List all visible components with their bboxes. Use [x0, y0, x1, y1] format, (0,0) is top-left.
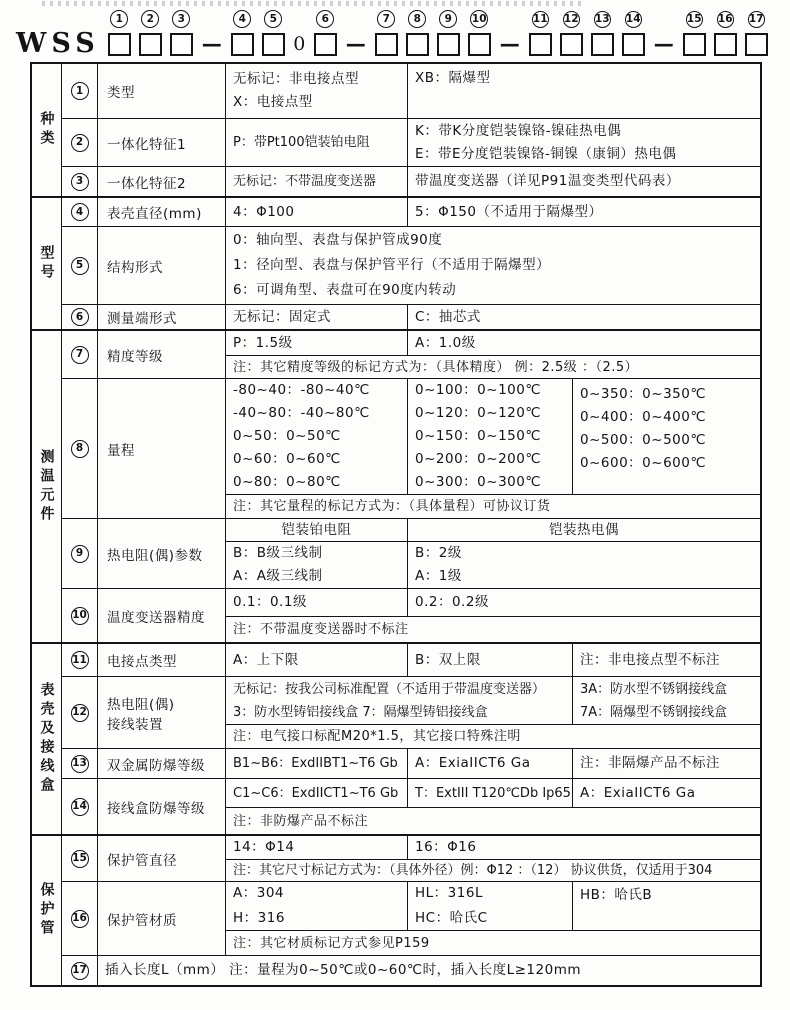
- row-number-badge: 10: [71, 607, 89, 625]
- value-cell: P：带Pt100铠装铂电阻: [226, 119, 408, 166]
- code-prefix-text: WSS: [16, 28, 100, 59]
- note-cell: 注：不带温度变送器时不标注: [233, 622, 409, 637]
- row-16-tube-material: [62, 881, 760, 955]
- item-name: 结构形式: [98, 227, 226, 304]
- row-number-badge: 12: [71, 704, 89, 722]
- circled-number-1: 1: [110, 10, 128, 28]
- code-slot-3: [170, 7, 193, 56]
- group-label: 种类: [32, 64, 62, 196]
- code-slot-5: [262, 7, 285, 56]
- circled-number-16: 16: [717, 11, 734, 28]
- row-number-badge: 2: [71, 134, 89, 152]
- note-cell: 注：其它量程的标记方式为：（具体量程）可协议订货: [233, 499, 551, 514]
- code-dash: —: [499, 32, 520, 56]
- row-5-structure-form: [62, 226, 760, 304]
- circled-number-6: 6: [316, 10, 334, 28]
- value-cell: 0.2：0.2级: [415, 594, 489, 610]
- code-slot-10: [468, 7, 491, 56]
- circled-number-2: 2: [141, 10, 159, 28]
- group-sensor-element: [32, 329, 760, 642]
- row-4-dial-diameter: [62, 198, 760, 226]
- code-slot-15: [683, 7, 706, 56]
- value-cell: 14：Φ14: [226, 836, 408, 859]
- row-number-badge: 8: [71, 440, 89, 458]
- circled-number-15: 15: [686, 11, 703, 28]
- code-box: [170, 33, 193, 56]
- code-slot-4: [231, 7, 254, 56]
- code-slot-9: [437, 7, 460, 56]
- code-slot-1: [108, 7, 131, 56]
- value-cell: 16：Φ16: [415, 839, 477, 855]
- circled-number-4: 4: [233, 10, 251, 28]
- range-column-2: 0~100：0~100℃ 0~120：0~120℃ 0~150：0~150℃ 0~200：0~200℃ 0~300：0~300℃: [408, 379, 573, 494]
- row-number-badge: 1: [71, 82, 89, 100]
- item-name: 电接点类型: [98, 644, 226, 676]
- note-cell: 注：其它精度等级的标记方式为：（具体精度） 例：2.5级 ：（2.5）: [233, 359, 639, 375]
- circled-number-5: 5: [264, 10, 282, 28]
- row-number-badge: 15: [71, 850, 89, 868]
- item-name: 表壳直径(mm): [98, 198, 226, 226]
- value-cell: B1~B6：ExdIIBT1~T6 Gb: [226, 749, 408, 778]
- value-cell: A：304 H：316: [226, 882, 408, 930]
- value-cell: 无标记：不带温度变送器: [226, 167, 408, 196]
- row-13-bimetal-explosion-proof-grade: [62, 748, 760, 778]
- code-box: [714, 33, 737, 56]
- code-slot-8: [406, 7, 429, 56]
- value-cell: 无标记：按我公司标准配置（不适用于带温度变送器） 3：防水型铸铝接线盒 7：隔爆型铸铝接线盒: [226, 677, 573, 724]
- row-number-badge: 17: [71, 962, 89, 980]
- row-15-tube-diameter: [62, 836, 760, 881]
- group-model: [32, 196, 760, 329]
- row-number-badge: 5: [71, 257, 89, 275]
- group-case-junction-box: [32, 642, 760, 834]
- item-name: 保护管直径: [98, 836, 226, 881]
- row-14-junction-box-explosion-proof-grade: [62, 778, 760, 834]
- circled-number-17: 17: [748, 11, 765, 28]
- note-cell: 注：非电接点型不标注: [580, 651, 720, 668]
- code-slot-6: [314, 7, 337, 56]
- item-name: 一体化特征1: [98, 119, 226, 166]
- value-cell: 0.1：0.1级: [226, 589, 408, 616]
- value-cell: B：B级三线制 A：A级三线制: [226, 542, 408, 588]
- code-box: [745, 33, 768, 56]
- range-column-3: 0~350：0~350℃ 0~400：0~400℃ 0~500：0~500℃ 0~600：0~600℃: [580, 386, 706, 471]
- subheader-cell: 铠装热电偶: [549, 521, 619, 538]
- item-name: 接线盒防爆等级: [98, 779, 226, 834]
- row-3-integrated-feature-2: [62, 166, 760, 196]
- row-number-badge: 9: [71, 545, 89, 563]
- value-cell: K：带K分度铠装镍铬-镍硅热电偶 E：带E分度铠装镍铬-铜镍（康铜）热电偶: [415, 122, 677, 162]
- value-cell: HB：哈氏B: [580, 887, 653, 903]
- row-9-rtd-tc-parameters: [62, 518, 760, 588]
- row-number-badge: 7: [71, 346, 89, 364]
- value-cell: 5：Φ150（不适用于隔爆型）: [415, 203, 603, 220]
- value-cell: A：ExiaIICT6 Ga: [580, 784, 696, 801]
- code-slot-12: [560, 7, 583, 56]
- group-category: [32, 64, 760, 196]
- item-name: 类型: [98, 64, 226, 118]
- code-slot-2: [139, 7, 162, 56]
- model-code-line: [16, 5, 776, 59]
- row-12-wiring-device: [62, 676, 760, 748]
- code-slot-16: [714, 7, 737, 56]
- value-cell: A：ExiaIICT6 Ga: [408, 749, 573, 778]
- code-box: [262, 33, 285, 56]
- row-number-badge: 4: [71, 203, 89, 221]
- note-cell: 注：其它尺寸标记方式为：（具体外径）例：Φ12 ：（12） 协议供货，仅适用于304: [233, 863, 713, 878]
- model-selection-table: [30, 62, 762, 987]
- row-10-transmitter-accuracy: [62, 588, 760, 642]
- value-cell: C：抽芯式: [415, 308, 481, 325]
- row-number-badge: 13: [71, 755, 89, 773]
- row-number-badge: 11: [71, 651, 89, 669]
- item-name: 保护管材质: [98, 882, 226, 955]
- item-name: 双金属防爆等级: [98, 749, 226, 778]
- code-box: [231, 33, 254, 56]
- code-box: [468, 33, 491, 56]
- group-label: 测温元件: [32, 331, 62, 642]
- row-11-electric-contact-type: [62, 644, 760, 676]
- note-cell: 注：非防爆产品不标注: [233, 813, 369, 829]
- item-name: 精度等级: [98, 331, 226, 378]
- code-box: [560, 33, 583, 56]
- row-number-badge: 6: [71, 308, 89, 326]
- value-cell: P：1.5级: [226, 331, 408, 355]
- code-zero: 0: [293, 33, 306, 55]
- code-dash: —: [345, 32, 366, 56]
- value-cell: 无标记：非电接点型 X：电接点型: [226, 64, 408, 118]
- range-column-1: -80~40：-80~40℃ -40~80：-40~80℃ 0~50：0~50℃ 0~60：0~60℃ 0~80：0~80℃: [226, 379, 408, 494]
- code-box: [622, 33, 645, 56]
- value-cell: 无标记：固定式: [226, 305, 408, 329]
- item-name: 温度变送器精度: [98, 589, 226, 642]
- circled-number-13: 13: [594, 11, 611, 28]
- code-slot-17: [745, 7, 768, 56]
- code-box: [529, 33, 552, 56]
- code-box: [591, 33, 614, 56]
- group-label: 型号: [32, 198, 62, 329]
- code-prefix: [16, 5, 100, 59]
- note-cell: 注：非隔爆产品不标注: [580, 755, 720, 771]
- group-protection-tube: [32, 834, 760, 985]
- subheader-cell: 铠装铂电阻: [226, 519, 408, 541]
- value-cell: T：ExtIII T120℃Db Ip65: [408, 779, 573, 807]
- code-box: [437, 33, 460, 56]
- circled-number-9: 9: [439, 10, 457, 28]
- code-box: [406, 33, 429, 56]
- code-box: [108, 33, 131, 56]
- code-dash: —: [201, 32, 222, 56]
- code-box: [683, 33, 706, 56]
- code-box: [314, 33, 337, 56]
- item-name: 热电阻(偶)参数: [98, 519, 226, 588]
- circled-number-10: 10: [470, 10, 488, 28]
- value-cell: A：上下限: [226, 644, 408, 676]
- item-name: 一体化特征2: [98, 167, 226, 196]
- item-name: 热电阻(偶) 接线装置: [98, 677, 226, 748]
- value-cell: B：双上限: [408, 644, 573, 676]
- value-cell: HL：316L HC：哈氏C: [408, 882, 573, 930]
- row-6-measuring-end-form: [62, 304, 760, 329]
- value-cell: XB：隔爆型: [415, 70, 491, 86]
- circled-number-12: 12: [563, 11, 580, 28]
- row-number-badge: 14: [71, 798, 89, 816]
- row-number-badge: 3: [71, 173, 89, 191]
- value-cell: 0：轴向型、表盘与保护管成90度 1：径向型、表盘与保护管平行（不适用于隔爆型） 6：可调角型、表盘可在90度内转动: [233, 232, 551, 298]
- row-8-range: [62, 378, 760, 518]
- circled-number-3: 3: [172, 10, 190, 28]
- circled-number-8: 8: [408, 10, 426, 28]
- code-slot-14: [622, 7, 645, 56]
- code-slot-11: [529, 7, 552, 56]
- group-label: 表壳及接线盒: [32, 644, 62, 834]
- code-slot-13: [591, 7, 614, 56]
- code-box: [375, 33, 398, 56]
- insertion-length-text: 插入长度L（mm） 注：量程为0~50℃或0~60℃时，插入长度L≥120mm: [105, 962, 581, 978]
- value-cell: A：1.0级: [415, 334, 476, 351]
- value-cell: 4：Φ100: [226, 198, 408, 226]
- item-name: 测量端形式: [98, 305, 226, 329]
- note-cell: 注：电气接口标配M20*1.5，其它接口特殊注明: [233, 729, 521, 744]
- value-cell: C1~C6：ExdIICT1~T6 Gb: [226, 779, 408, 807]
- circled-number-7: 7: [377, 10, 395, 28]
- group-label: 保护管: [32, 836, 62, 985]
- row-7-accuracy-class: [62, 331, 760, 378]
- code-slot-7: [375, 7, 398, 56]
- item-name: 量程: [98, 379, 226, 518]
- circled-number-11: 11: [532, 11, 549, 28]
- code-dash: —: [653, 32, 674, 56]
- row-number-badge: 16: [71, 910, 89, 928]
- value-cell: 3A：防水型不锈钢接线盒 7A：隔爆型不锈钢接线盒: [580, 681, 728, 720]
- value-cell: 带温度变送器（详见P91温变类型代码表）: [415, 173, 680, 189]
- value-cell: B：2级 A：1级: [415, 545, 462, 584]
- row-1-type: [62, 64, 760, 118]
- row-17-insertion-length: [62, 955, 760, 985]
- code-box: [139, 33, 162, 56]
- circled-number-14: 14: [625, 11, 642, 28]
- note-cell: 注：其它材质标记方式参见P159: [233, 935, 430, 951]
- row-2-integrated-feature-1: [62, 118, 760, 166]
